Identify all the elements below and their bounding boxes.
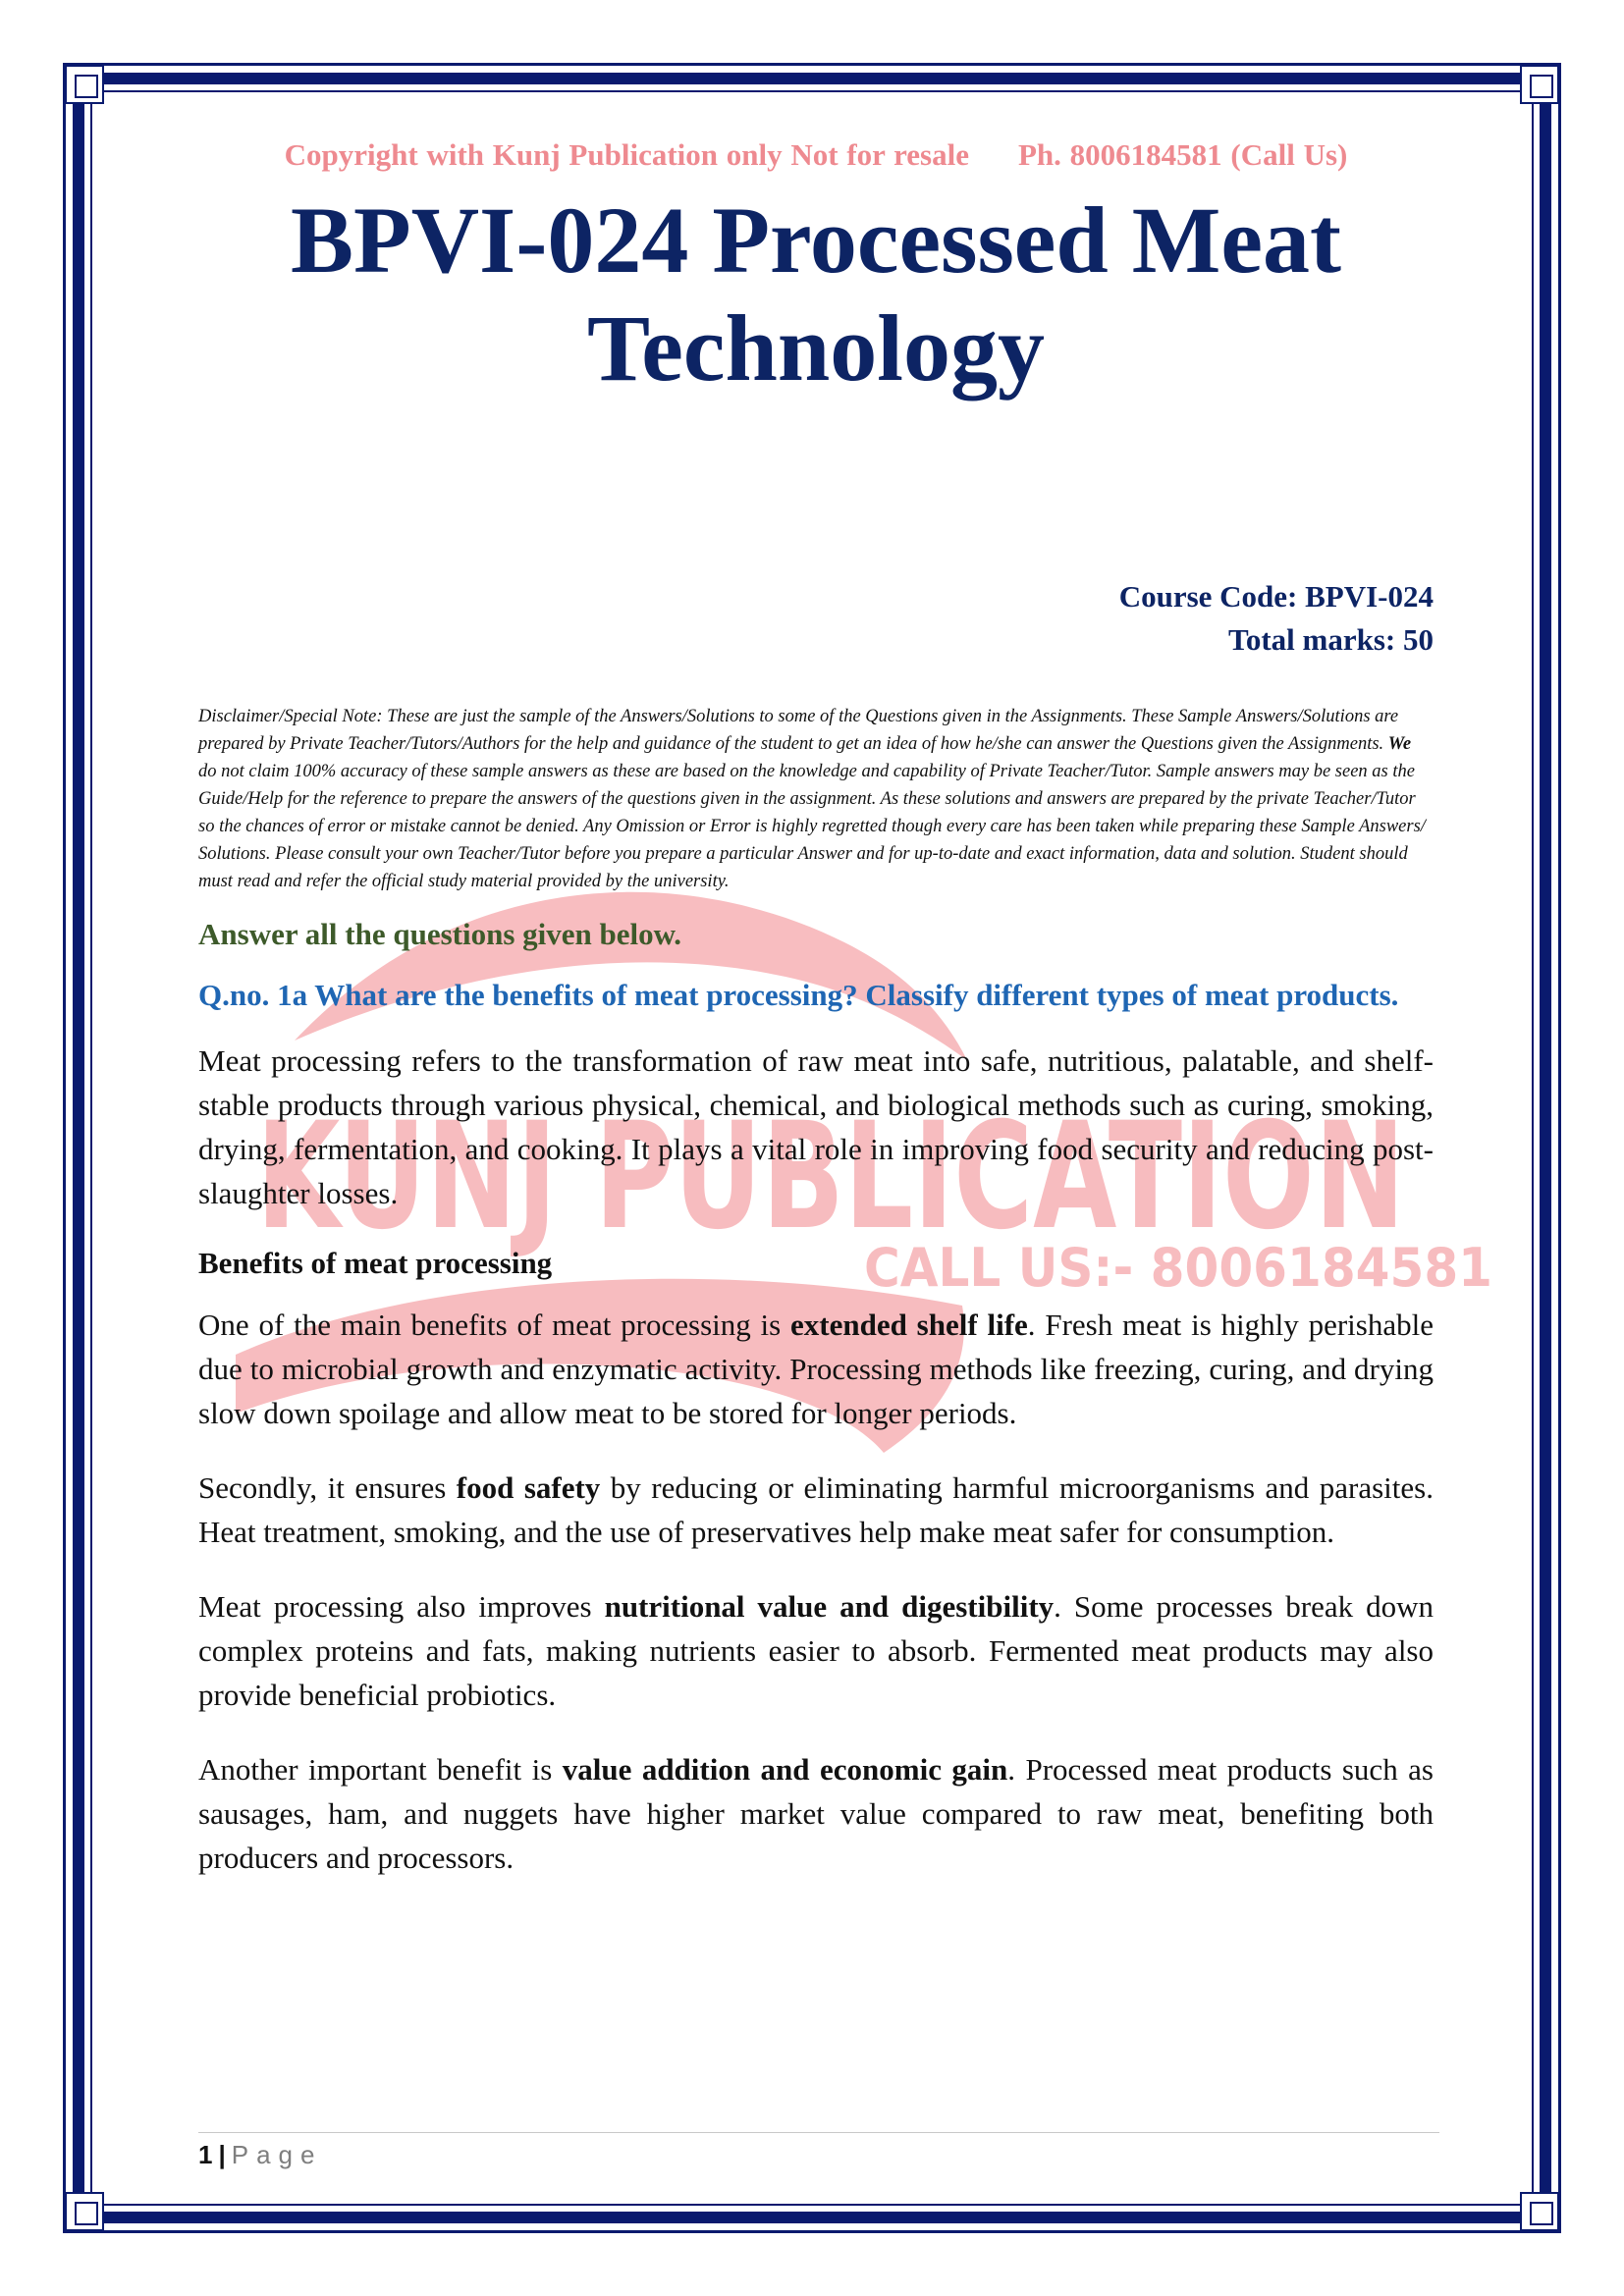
course-code: Course Code: BPVI-024 bbox=[1118, 579, 1434, 614]
instruction-heading: Answer all the questions given below. bbox=[198, 917, 682, 951]
benefit-paragraph bbox=[198, 1303, 1434, 1435]
benefit-paragraph bbox=[198, 1584, 1434, 1717]
benefit-paragraph bbox=[198, 1747, 1434, 1880]
paragraph-emphasis: extended shelf life bbox=[790, 1308, 1028, 1342]
page-number: 1 bbox=[198, 2140, 213, 2169]
footer-divider bbox=[198, 2132, 1439, 2133]
border-corner-ornament bbox=[1520, 65, 1559, 104]
document-title bbox=[198, 187, 1434, 402]
paragraph-text: Another important benefit is bbox=[198, 1752, 563, 1787]
page-content bbox=[198, 137, 1434, 1910]
border-corner-ornament bbox=[65, 65, 104, 104]
total-marks: Total marks: 50 bbox=[1228, 622, 1434, 657]
disclaimer-part2: do not claim 100% accuracy of these sample answers as these are based on the knowledge and capability of Private Teacher/Tutor. Sample answers may be seen as the Guide/Help for the reference to prepare the answers of the questions given in the assignment. As these solutions and answers are prepared by the private Teacher/Tutor so the chances of error or mistake cannot be denied. Any Omission or Error is highly regretted though every care has been taken while preparing these Sample Answers/ Solutions. Please consult your own Teacher/Tutor before you prepare a particular Answer and for up-to-date and exact information, data and solution. Student should must read and refer the official study material provided by the university. bbox=[198, 762, 1426, 891]
watermark-call-text: CALL US:- 8006184581 bbox=[864, 1237, 1492, 1299]
intro-paragraph: Meat processing refers to the transformation of raw meat into safe, nutritious, palatable, and shelf-stable products through various physical, chemical, and biological methods such as curing, smoking, drying, fermentation, and cooking. It plays a vital role in improving food security and reducing post-slaughter losses. bbox=[198, 1043, 1434, 1210]
paragraph-text: One of the main benefits of meat processing is bbox=[198, 1308, 791, 1342]
disclaimer-we: We bbox=[1387, 734, 1412, 754]
disclaimer-part1: Disclaimer/Special Note: These are just the sample of the Answers/Solutions to some of the Questions given in the Assignments. These Sample Answers/Solutions are prepared by Private Teacher/Tutors/Authors for the help and guidance of the student to get an idea of how he/she can answer the Questions given the Assignments. bbox=[198, 707, 1399, 754]
benefit-paragraph bbox=[198, 1466, 1434, 1554]
paragraph-text: Secondly, it ensures bbox=[198, 1470, 457, 1505]
paragraph-emphasis: value addition and economic gain bbox=[562, 1752, 1008, 1787]
document-title-line1: BPVI-024 Processed Meat bbox=[291, 187, 1341, 293]
paragraph-text: . Some processes break down complex proteins and fats, making nutrients easier to absorb. Fermented meat products may also provide beneficial probiotics. bbox=[198, 1589, 1435, 1712]
watermark-brand-text: KUNJ PUBLICATION bbox=[256, 1092, 1405, 1262]
footer-separator: | bbox=[218, 2140, 226, 2169]
disclaimer bbox=[198, 703, 1434, 895]
page-label: Page bbox=[231, 2140, 323, 2169]
paragraph-emphasis: food safety bbox=[456, 1470, 601, 1505]
paragraph-emphasis: nutritional value and digestibility bbox=[604, 1589, 1055, 1624]
paragraph-text: . Processed meat products such as sausages, ham, and nuggets have higher market value compared to raw meat, benefiting both producers and processors. bbox=[198, 1752, 1434, 1875]
page-footer bbox=[198, 2140, 322, 2170]
benefits-heading: Benefits of meat processing bbox=[198, 1246, 553, 1280]
copyright-notice: Copyright with Kunj Publication only Not for resale bbox=[284, 137, 969, 172]
course-meta bbox=[198, 575, 1434, 662]
question-heading: Q.no. 1a What are the benefits of meat processing? Classify different types of meat products. bbox=[198, 978, 1399, 1012]
border-corner-ornament bbox=[1520, 2192, 1559, 2231]
paragraph-text: Meat processing also improves bbox=[198, 1589, 605, 1624]
document-title-line2: Technology bbox=[587, 295, 1045, 400]
paragraph-text: . Fresh meat is highly perishable due to microbial growth and enzymatic activity. Processing methods like freezing, curing, and drying slow down spoilage and allow meat to be stored for longer periods. bbox=[198, 1308, 1434, 1430]
copyright-header bbox=[198, 137, 1434, 173]
contact-phone: Ph. 8006184581 (Call Us) bbox=[1017, 137, 1348, 172]
border-corner-ornament bbox=[65, 2192, 104, 2231]
paragraph-text: by reducing or eliminating harmful microorganisms and parasites. Heat treatment, smoking, and the use of preservatives help make meat safer for consumption. bbox=[198, 1470, 1434, 1549]
